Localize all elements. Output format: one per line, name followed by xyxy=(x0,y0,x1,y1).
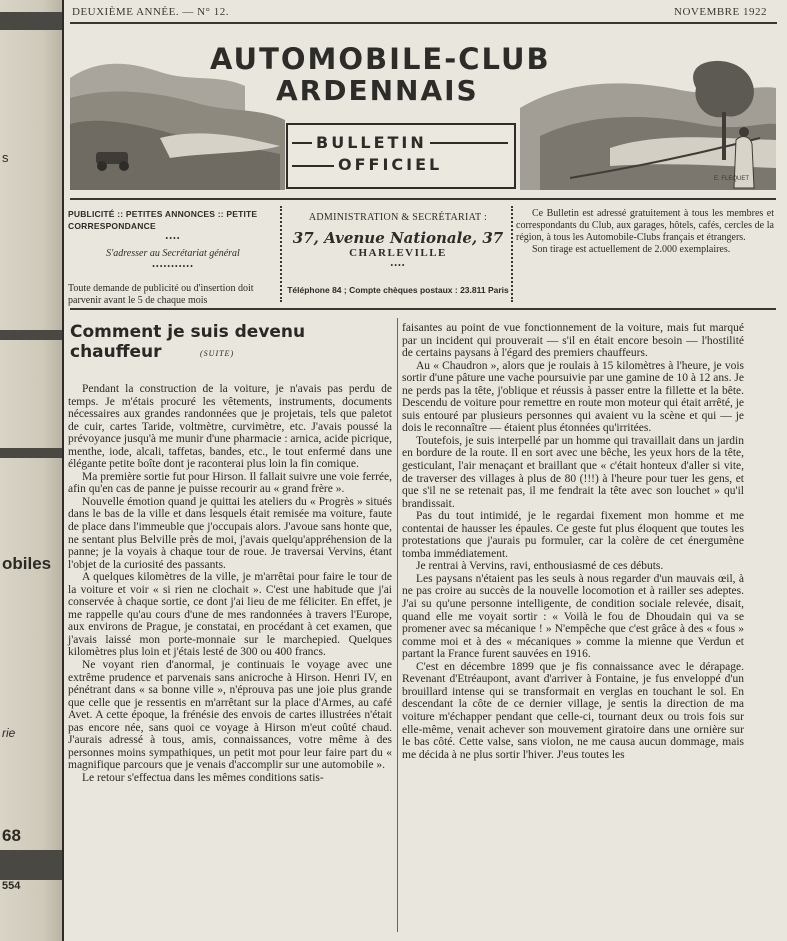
deadline-note: Toute demande de publicité ou d'insertion doit parvenir avant le 5 de chaque mois xyxy=(68,283,254,306)
paragraph: Pendant la construction de la voiture, je n'avais pas perdu de temps. Je m'étais procuré les vêtements, instruments, documents nécessaires aux grandes randonnées que je projetais, tels que paletot de cuir, cartes Taride, voltmètre, curvimètre, etc. J'avais poussé la prévoyance jusqu'à me munir d'une pharmacie : arnica, acide picrique, menthe, iode, alcali, taffetas, bandes, etc., le tout enfermé dans une élégante petite boîte dont je raconterai plus loin la fin comique. xyxy=(68,383,392,471)
address: 37, Avenue Nationale, 37 xyxy=(292,229,504,247)
services-list: PUBLICITÉ :: PETITES ANNONCES :: PETITE CORRESPONDANCE xyxy=(68,209,258,231)
paragraph: Pas du tout intimidé, je le regardai fixement mon homme et me contentai de hausser les épaules. Ce geste fut plus éloquent que toutes les protestations que j'aurais pu formuler, car la colère de cet énergumène tomba immédiatement. xyxy=(402,510,744,560)
distribution-info xyxy=(516,208,774,256)
contact-line: S'adresser au Secrétariat général xyxy=(106,248,240,259)
box-rule xyxy=(292,165,334,167)
paragraph: faisantes au point de vue fonctionnement de la voiture, mais fut marqué par un incident qui prouverait — s'il en était encore besoin — l'hostilité de certains paysans à l'égard des premiers chauffeurs. xyxy=(402,322,744,360)
spine-band xyxy=(0,12,62,30)
paragraph: Toutefois, je suis interpellé par un homme qui travaillait dans un jardin en bordure de la route. Il en sort avec une bêche, les yeux hors de la tête, gesticulant, l'air menaçant et braillant que « c'était honteux d'aller si vite, de traverser des villages à plus de 80 (!!!) à l'heure pour tuer les gens, et que s'il ne se retenait pas, il me fendrait la tête avec son louchet » qu'il brandissait. xyxy=(402,434,744,510)
paragraph: C'est en décembre 1899 que je fis connaissance avec le dérapage. Revenant d'Etréaupont, avant d'arriver à Fontaine, je fus enveloppé d'un brouillard intense qui se transformait en verglas en touchant le sol. En descendant la côte de ce dernier village, je sentis la direction de ma voiture m'échapper pendant que celle-ci, tournant deux ou trois fois sur elle-même, venait achever son mouvement giratoire dans une ornière sur le bas côté. Cette valse, sans violon, ne me causa aucun dommage, mais me décida à ne plus sortir l'hiver. J'eus toutes les xyxy=(402,660,744,761)
spine-band xyxy=(0,330,62,340)
bulletin-officiel-box xyxy=(286,123,516,189)
box-rule xyxy=(430,142,508,144)
advertising-info xyxy=(68,208,278,307)
paragraph: Le retour s'effectua dans les mêmes conditions satis- xyxy=(82,771,324,784)
dotted-separator xyxy=(511,206,513,302)
paragraph: Les paysans n'étaient pas les seuls à nous regarder d'un mauvais œil, à ne pas croire au succès de la nouvelle locomotion et à railler ses adeptes. J'ai su qu'une personne intelligente, de condition sociale relevée, disait, quand elle me voyait sortir : « Voilà le fou de Dhoudain qui va se promener avec sa mécanique ! » N'empêche que c'est grâce à des « fous » comme moi et à des « mécaniques » comme la mienne que Verdun et partant la France furent sauvées en 1916. xyxy=(402,572,744,661)
prev-page-fragment: 554 xyxy=(2,880,21,892)
previous-page-edge xyxy=(0,0,64,941)
illustrator-credit: E. FLEQUET xyxy=(714,176,750,182)
info-top-rule xyxy=(70,198,776,200)
paragraph: Je rentrai à Vervins, ravi, enthousiasmé de ces débuts. xyxy=(416,560,664,573)
prev-page-fragment: obiles xyxy=(2,554,52,573)
paragraph: Nouvelle émotion quand je quittai les ateliers du « Progrès » situés dans le bas de la ville et dans lesquels était remisée ma voiture, faute de place dans l'immeuble que j'occupais alors. J'avoue sans honte que, ne sentant plus Belville près de moi, j'avais quelqu'appréhension de la panne; je la voyais à chaque tour de roue. Je traversai Vervins, étant l'objet de la curiosité des passants. xyxy=(68,495,392,571)
article-title: Comment je suis devenu chauffeur xyxy=(70,322,306,362)
dotted-separator xyxy=(280,206,282,302)
ornament-dots: •••• xyxy=(165,234,181,243)
bulletin-label: BULLETIN xyxy=(316,133,427,152)
article-column-right xyxy=(402,322,744,761)
head-rule xyxy=(70,22,777,24)
info-bottom-rule xyxy=(70,308,776,310)
prev-page-fragment: 68 xyxy=(2,826,21,845)
club-title-line1: AUTOMOBILE-CLUB xyxy=(210,42,551,76)
paragraph: A quelques kilomètres de la ville, je m'arrêtai pour faire le tour de la voiture et voir « si rien ne clochait ». C'est une habitude que j'ai conservée à chaque sortie, ce dont j'ai lieu de me féliciter. En effet, je me rappelle qu'au cours d'une de mes randonnées à travers l'Europe, aux environs de Prague, je constatai, en procédant à cet examen, que j'avais laissé mon porte-monnaie sur le marchepied. Quelques kilomètres plus loin et j'étais lesté de 300 ou 400 francs. xyxy=(68,571,392,659)
club-title-line2: ARDENNAIS xyxy=(276,74,479,107)
paragraph: Ne voyant rien d'anormal, je continuais le voyage avec une extrême prudence et parvenais sans anicroche à Hirson. Henri IV, en pénétrant dans « sa bonne ville », n'éprouva pas une joie plus grande que celle que je ressentis en m'arrêtant sur la place d'Armes, au café Avet. A cette époque, la frénésie des envois de cartes illustrées n'était pas encore née, sans quoi ce voyage à Hirson m'eut coûté chaud. J'aurais adressé à tous, amis, connaissances, votre même à des personnes moins sympathiques, un petit mot pour leur faire part du « magnifique parcours que je venais d'accomplir sur une automobile ». xyxy=(68,659,392,772)
distribution-text: Ce Bulletin est adressé gratuitement à tous les membres et correspondants du Club, aux garages, hôtels, cafés, cercles de la région, à tous les Automobile-Clubs français et étrangers. xyxy=(516,208,774,243)
article-subtitle: (SUITE) xyxy=(200,349,235,358)
administration-info xyxy=(286,208,510,296)
prev-page-fragment: rie xyxy=(2,726,16,740)
box-rule xyxy=(292,142,312,144)
bulletin-page xyxy=(64,0,787,941)
admin-heading: ADMINISTRATION & SECRÉTARIAT : xyxy=(308,212,488,223)
ornament-dots: •••• xyxy=(390,261,406,270)
paragraph: Au « Chaudron », alors que je roulais à 15 kilomètres à l'heure, je vois sortir d'une pâture une vache poursuivie par une gamine de 10 à 12 ans. Je ne perds pas la tête, j'oblique et réussis à passer entre la fillette et la bête. Descendu de voiture pour remettre en route mon moteur qui était arrêté, je suis entouré par plusieurs personnes qui avaient vu la scène et qui — je dois le reconnaître — étaient plus étonnées qu'irritées. xyxy=(402,359,744,435)
city: CHARLEVILLE xyxy=(349,247,447,259)
officiel-label: OFFICIEL xyxy=(338,155,443,174)
issue-date: NOVEMBRE 1922 xyxy=(674,6,767,18)
running-head xyxy=(72,6,767,22)
circulation-text: Son tirage est actuellement de 2.000 exemplaires. xyxy=(532,244,731,255)
article-column-left xyxy=(68,383,392,785)
issue-number: DEUXIÈME ANNÉE. — N° 12. xyxy=(72,6,229,18)
phone-and-account: Téléphone 84 ; Compte chèques postaux : 23.811 Paris xyxy=(287,285,509,295)
paragraph: Ma première sortie fut pour Hirson. Il fallait suivre une voie ferrée, afin qu'en cas de panne je puisse recourir au « grand frère ». xyxy=(68,470,392,496)
prev-page-fragment: s xyxy=(2,150,9,165)
spine-band xyxy=(0,448,62,458)
spine-band xyxy=(0,850,62,880)
column-divider xyxy=(397,318,398,932)
masthead xyxy=(70,28,776,190)
ornament-dots: ••••••••••• xyxy=(152,262,194,271)
